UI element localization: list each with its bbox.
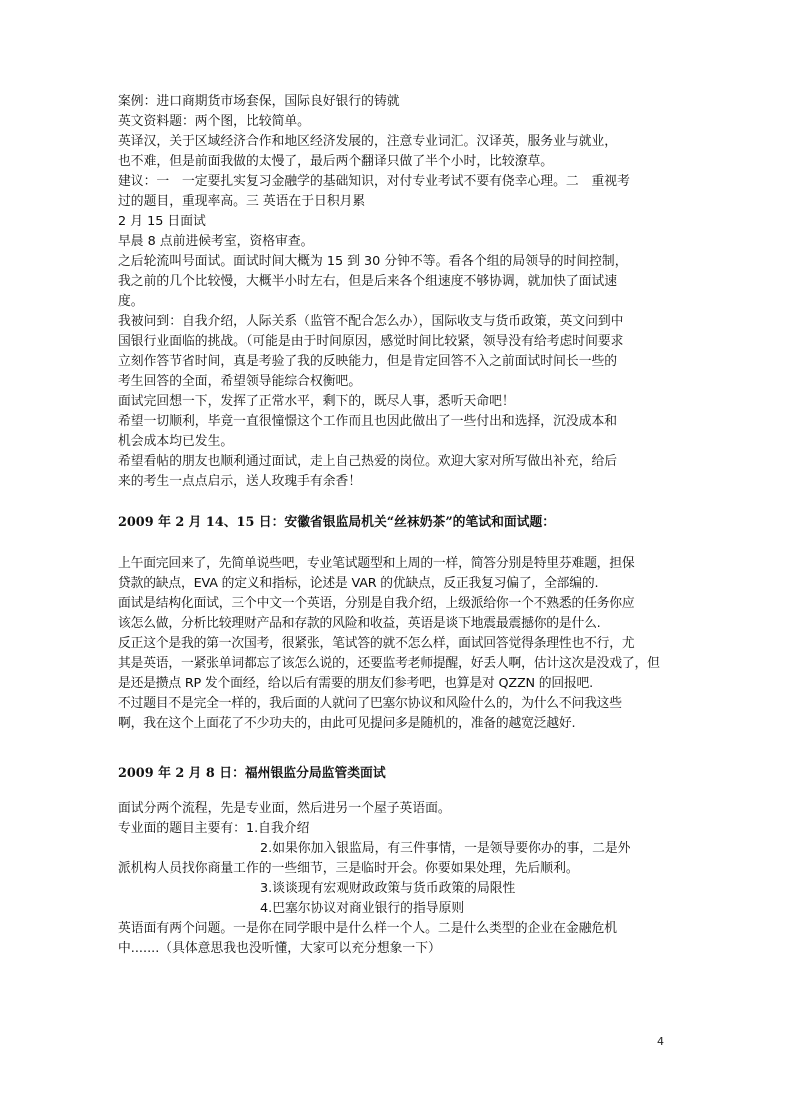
paragraph-line: 度。 (118, 294, 144, 309)
paragraph-line: 啊，我在这个上面花了不少功夫的，由此可见提问多是随机的，准备的越宽泛越好. (118, 716, 576, 731)
paragraph-line: 面试完回想一下，发挥了正常水平，剩下的，既尽人事，悉听天命吧！ (118, 394, 515, 409)
paragraph-line: 也不难，但是前面我做的太慢了，最后两个翻译只做了半个小时，比较潦草。 (118, 154, 554, 169)
paragraph-line: 派机构人员找你商量工作的一些细节，三是临时开会。你要如果处理，先后顺利。 (118, 861, 579, 876)
paragraph-line: 英语面有两个问题。一是你在同学眼中是什么样一个人。二是什么类型的企业在金融危机 (118, 921, 618, 936)
paragraph-line: 贷款的缺点，EVA 的定义和指标，论述是 VAR 的优缺点，反正我复习偏了，全部编的. (118, 576, 599, 591)
paragraph-line: 考生回答的全面，希望领导能综合权衡吧。 (118, 374, 362, 389)
section-anhui-interview (118, 513, 670, 734)
paragraph-line: 是还是攒点 RP 发个面经，给以后有需要的朋友们参考吧，也算是对 QZZN 的回报吧. (118, 676, 594, 691)
question-item: 4.巴塞尔协议对商业银行的指导原则 (260, 901, 465, 916)
paragraph-line: 机会成本均已发生。 (118, 434, 234, 449)
paragraph-line: 中.......（具体意思我也没听懂，大家可以充分想象一下） (118, 941, 441, 956)
section-exam-notes (118, 92, 670, 492)
paragraph-line: 早晨 8 点前进候考室，资格审查。 (118, 234, 314, 249)
paragraph-line: 英译汉，关于区域经济合作和地区经济发展的，注意专业词汇。汉译英，服务业与就业， (118, 134, 618, 149)
paragraph-line: 立刻作答节省时间，真是考验了我的反映能力，但是肯定回答不入之前面试时间长一些的 (118, 354, 618, 369)
paragraph-line: 面试分两个流程，先是专业面，然后进另一个屋子英语面。 (118, 801, 451, 816)
paragraph-line: 希望看帖的朋友也顺利通过面试，走上自己热爱的岗位。欢迎大家对所写做出补充，给后 (118, 454, 618, 469)
question-item: 3.谈谈现有宏观财政政策与货币政策的局限性 (260, 881, 516, 896)
paragraph-line: 其是英语，一紧张单词都忘了该怎么说的，还要监考老师提醒，好丢人啊，估计这次是没戏了，但 (118, 656, 660, 671)
paragraph-line: 2 月 15 日面试 (118, 214, 206, 229)
paragraph-line: 希望一切顺利，毕竟一直很憧憬这个工作而且也因此做出了一些付出和选择，沉没成本和 (118, 414, 618, 429)
paragraph-line: 反正这个是我的第一次国考，很紧张，笔试答的就不怎么样，面试回答觉得条理性也不行，尤 (118, 636, 635, 651)
paragraph-line: 来的考生一点点启示，送人玫瑰手有余香！ (118, 474, 362, 489)
paragraph-line: 过的题目，重现率高。三 英语在于日积月累 (118, 194, 366, 209)
page-body (118, 92, 670, 959)
paragraph-line: 该怎么做，分析比较理财产品和存款的风险和收益，英语是谈下地震最震撼你的是什么. (118, 616, 601, 631)
paragraph-line: 我被问到：自我介绍，人际关系（监管不配合怎么办），国际收支与货币政策，英文问到中 (118, 314, 624, 329)
section-fuzhou-interview (118, 764, 670, 959)
paragraph-line: 我之前的几个比较慢，大概半小时左右，但是后来各个组速度不够协调，就加快了面试速 (118, 274, 618, 289)
paragraph-line: 不过题目不是完全一样的，我后面的人就问了巴塞尔协议和风险什么的，为什么不问我这些 (118, 696, 622, 711)
paragraph-line: 之后轮流叫号面试。面试时间大概为 15 到 30 分钟不等。看各个组的局领导的时间控制， (118, 254, 628, 269)
paragraph-line: 上午面完回来了，先简单说些吧，专业笔试题型和上周的一样，简答分别是特里芬难题，担保 (118, 556, 635, 571)
paragraph-line: 国银行业面临的挑战。（可能是由于时间原因，感觉时间比较紧，领导没有给考虑时间要求 (118, 334, 624, 349)
page-number: 4 (657, 1035, 664, 1048)
section-heading: 2009 年 2 月 14、15 日：安徽省银监局机关“丝袜奶茶”的笔试和面试题： (118, 515, 556, 530)
paragraph-line: 英文资料题：两个图，比较简单。 (118, 114, 310, 129)
paragraph-line: 建议：一 一定要扎实复习金融学的基础知识，对付专业考试不要有侥幸心理。二 重视考 (118, 174, 630, 189)
question-item: 2.如果你加入银监局，有三件事情，一是领导要你办的事，二是外 (260, 841, 631, 856)
section-heading: 2009 年 2 月 8 日：福州银监分局监管类面试 (118, 766, 386, 781)
paragraph-line: 面试是结构化面试，三个中文一个英语，分别是自我介绍，上级派给你一个不熟悉的任务你应 (118, 596, 635, 611)
paragraph-line: 案例：进口商期货市场套保，国际良好银行的铸就 (118, 94, 400, 109)
paragraph-line: 专业面的题目主要有：1.自我介绍 (118, 821, 310, 836)
